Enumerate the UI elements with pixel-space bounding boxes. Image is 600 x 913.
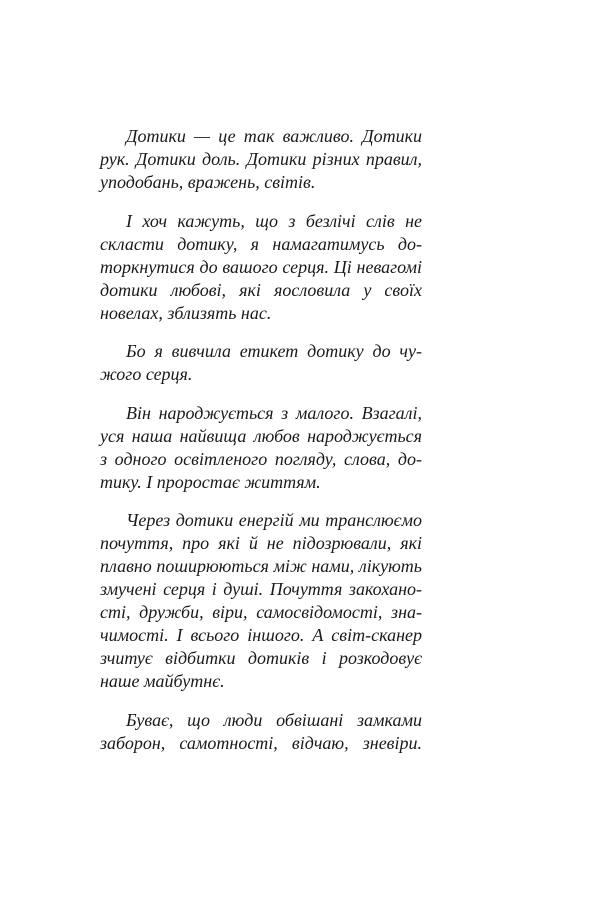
text-line: з одного освітленого погляду, слова, до- [100, 448, 422, 469]
text-line: Через дотики енергій ми транслюємо [126, 510, 422, 530]
paragraph [100, 340, 422, 386]
text-line: І хоч кажуть, що з безлічі слів не [126, 210, 422, 231]
paragraph [100, 125, 422, 194]
paragraph [100, 210, 422, 325]
paragraph [100, 709, 422, 755]
text-line: новелах, зблизять нас. [100, 302, 272, 323]
text-line: торкнутися до вашого серця. Ці невагомі [100, 256, 422, 277]
text-line: скласти дотику, я намагатимусь до- [100, 233, 422, 254]
paragraph [100, 402, 422, 494]
text-line: рук. Дотики доль. Дотики різних правил, [100, 149, 422, 169]
page-body-text [100, 125, 422, 770]
text-line: тику. І проростає життям. [100, 471, 321, 492]
text-line: Він народжується з малого. Взагалі, [126, 402, 422, 423]
text-line: уподобань, вражень, світів. [100, 172, 316, 192]
text-line: Бо я вивчила етикет дотику до чу- [126, 341, 422, 361]
text-line: Буває, що люди обвішані замками [126, 709, 422, 730]
text-line: наше майбутнє. [100, 671, 225, 691]
text-line: заборон, самотності, відчаю, зневіри. [100, 732, 422, 753]
text-line: сті, дружби, віри, самосвідомості, зна- [100, 602, 422, 622]
text-line: змучені серця і душі. Почуття закохано- [100, 579, 422, 599]
text-line: почуття, про які й не підозрювали, які [100, 533, 422, 553]
text-line: жого серця. [100, 364, 193, 384]
text-line: зчитує відбитки дотиків і розкодовує [100, 648, 422, 668]
paragraph [100, 509, 422, 693]
text-line: дотики любові, які яословила у своїх [100, 279, 422, 300]
text-line: Дотики — це так важливо. Дотики [126, 126, 422, 146]
text-line: чимості. І всього іншого. А світ-сканер [100, 625, 422, 645]
text-line: плавно поширюються між нами, лікують [100, 556, 422, 576]
text-line: уся наша найвища любов народжується [100, 425, 422, 446]
